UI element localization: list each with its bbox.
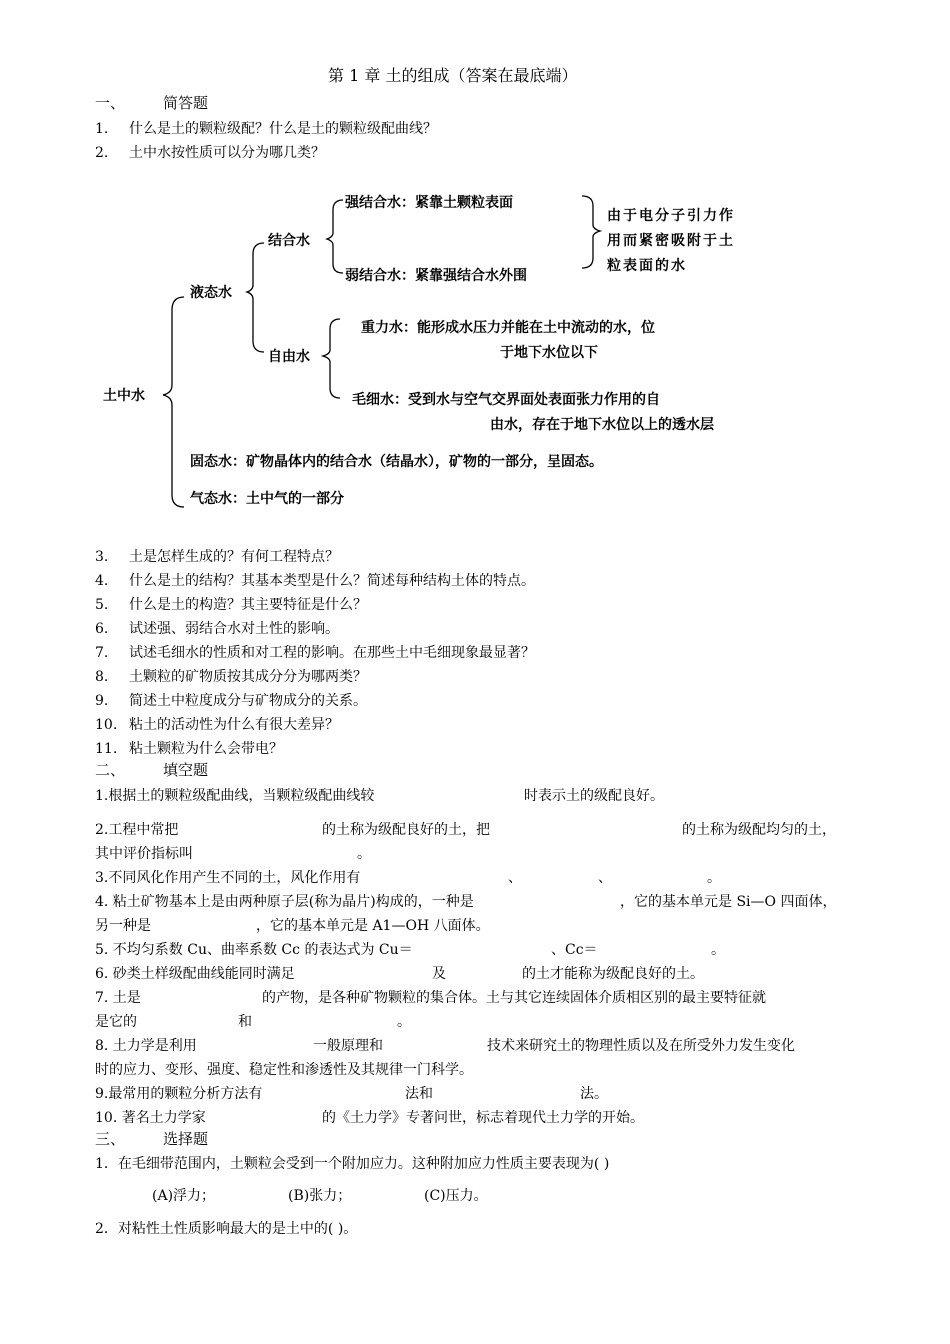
section-number: 三、 (95, 1130, 126, 1148)
fill-question-6: 6. 砂类土样级配曲线能同时满足 (95, 966, 295, 982)
fill-question-9: 9.最常用的颗粒分析方法有 (95, 1086, 263, 1102)
liquid-water-label: 液态水 (190, 285, 232, 301)
weak-bound-water: 弱结合水：紧靠强结合水外围 (345, 268, 527, 284)
fill-question-10-part: 的《土力学》专著问世，标志着现代土力学的开始。 (322, 1110, 644, 1126)
fill-question-8-part: 一般原理和 (313, 1038, 383, 1054)
fill-question-5: 5. 不均匀系数 Cu、曲率系数 Cc 的表达式为 Cu＝ (95, 942, 413, 958)
fill-question-4-part: ，它的基本单元是 A1—OH 八面体。 (256, 918, 490, 934)
list-item: 9. 简述土中粒度成分与矿物成分的关系。 (95, 693, 367, 709)
list-item: 10. 粘土的活动性为什么有很大差异？ (95, 717, 339, 733)
list-item: 3. 土是怎样生成的？有何工程特点？ (95, 549, 339, 565)
fill-question-7-part: 是它的 (95, 1014, 137, 1030)
fill-question-9-part: 法。 (580, 1086, 608, 1102)
fill-question-3-part: 、 (508, 870, 522, 886)
section-number: 二、 (95, 761, 126, 779)
fill-question-2: 2.工程中常把 (95, 822, 179, 838)
strong-bound-water: 强结合水：紧靠土颗粒表面 (345, 195, 513, 211)
fill-question-8-part: 技术来研究土的物理性质以及在所受外力发生变化 (487, 1038, 795, 1054)
bound-water-note-line: 粒表面的水 (607, 258, 687, 274)
free-water-label: 自由水 (268, 349, 310, 365)
fill-question-5-part: 。 (711, 942, 725, 958)
gravity-water-line: 重力水：能形成水压力并能在土中流动的水，位 (361, 320, 655, 336)
gravity-water-line: 于地下水位以下 (500, 345, 598, 361)
gas-water-label: 气态水：土中气的一部分 (190, 491, 344, 507)
fill-question-2-part: 。 (357, 846, 371, 862)
fill-question-6-part: 及 (432, 966, 446, 982)
list-item: 8. 土颗粒的矿物质按其成分分为哪两类？ (95, 669, 367, 685)
list-item: 7. 试述毛细水的性质和对工程的影响。在那些土中毛细现象最显著？ (95, 645, 535, 661)
fill-question-2-part: 的土称为级配均匀的土， (682, 822, 836, 838)
fill-question-3: 3.不同风化作用产生不同的土，风化作用有 (95, 870, 361, 886)
list-item: 11. 粘土颗粒为什么会带电？ (95, 741, 283, 757)
fill-question-2-part: 其中评价指标叫 (95, 846, 193, 862)
fill-question-4: 4. 粘土矿物基本上是由两种原子层(称为晶片)构成的，一种是 (95, 894, 474, 910)
section-heading-fill-blank (95, 761, 208, 779)
fill-question-1-tail: 时表示土的级配良好。 (524, 788, 664, 804)
choice-question-2: 2．对粘性土性质影响最大的是土中的( )。 (95, 1221, 358, 1237)
fill-question-4-part: ，它的基本单元是 Si—O 四面体， (620, 894, 837, 910)
fill-question-9-part: 法和 (405, 1086, 433, 1102)
fill-question-7-part: 和 (238, 1014, 252, 1030)
fill-question-1: 1.根据土的颗粒级配曲线，当颗粒级配曲线较 (95, 788, 375, 804)
fill-question-3-part: 。 (707, 870, 721, 886)
section-heading-multiple-choice (95, 1130, 208, 1148)
list-item: 6. 试述强、弱结合水对土性的影响。 (95, 621, 339, 637)
fill-question-8: 8. 土力学是利用 (95, 1038, 197, 1054)
fill-question-7-part: 的产物，是各种矿物颗粒的集合体。土与其它连续固体介质相区别的最主要特征就 (262, 990, 766, 1006)
choice-option-a: (A)浮力； (152, 1188, 216, 1204)
fill-question-8-part: 时的应力、变形、强度、稳定性和渗透性及其规律一门科学。 (95, 1062, 473, 1078)
fill-question-4-part: 另一种是 (95, 918, 151, 934)
capillary-water-line: 由水，存在于地下水位以上的透水层 (490, 417, 714, 433)
fill-question-10: 10. 著名土力学家 (95, 1110, 206, 1126)
section-label: 填空题 (163, 761, 209, 779)
fill-question-5-part: 、Cc＝ (551, 942, 598, 958)
fill-question-7-part: 。 (397, 1014, 411, 1030)
fill-question-7: 7. 土是 (95, 990, 141, 1006)
list-item: 1. 什么是土的颗粒级配？什么是土的颗粒级配曲线？ (95, 121, 437, 137)
root-label: 土中水 (103, 388, 145, 404)
capillary-water-line: 毛细水：受到水与空气交界面处表面张力作用的自 (352, 392, 660, 408)
section-label: 选择题 (163, 1130, 209, 1148)
choice-option-c: (C)压力。 (424, 1188, 488, 1204)
fill-question-6-part: 的土才能称为级配良好的土。 (522, 966, 704, 982)
list-item: 5. 什么是土的构造？其主要特征是什么？ (95, 597, 367, 613)
section-number: 一、 (95, 94, 126, 112)
section-label: 简答题 (163, 94, 209, 112)
bound-water-note-line: 由于电分子引力作 (607, 208, 735, 224)
fill-question-3-part: 、 (598, 870, 612, 886)
choice-question-1: 1．在毛细带范围内，土颗粒会受到一个附加应力。这种附加应力性质主要表现为( ) (95, 1156, 610, 1172)
list-item: 2. 土中水按性质可以分为哪几类？ (95, 145, 325, 161)
solid-water-label: 固态水：矿物晶体内的结合水（结晶水），矿物的一部分，呈固态。 (190, 454, 603, 470)
choice-option-b: (B)张力； (288, 1188, 352, 1204)
bound-water-note-line: 用而紧密吸附于土 (607, 233, 735, 249)
fill-question-2-part: 的土称为级配良好的土，把 (322, 822, 490, 838)
list-item: 4. 什么是土的结构？其基本类型是什么？简述每种结构土体的特点。 (95, 573, 535, 589)
bound-water-label: 结合水 (268, 233, 310, 249)
page-title: 第 1 章 土的组成（答案在最底端） (328, 66, 578, 85)
